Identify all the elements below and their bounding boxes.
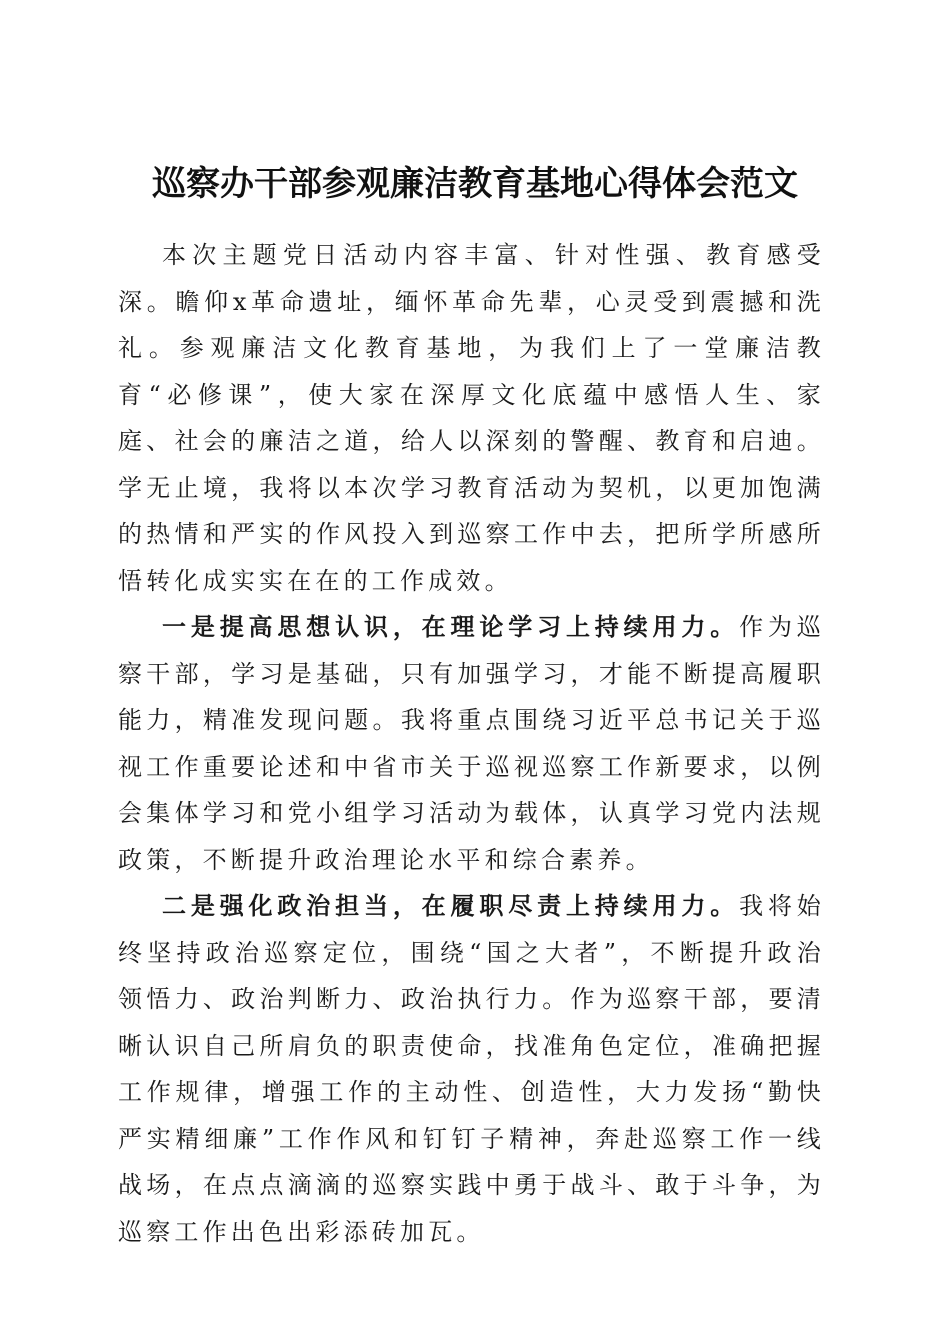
document-title: 巡察办干部参观廉洁教育基地心得体会范文 [152, 163, 798, 204]
paragraph-intro [118, 232, 825, 604]
paragraph-text: 作为巡察干部，学习是基础，只有加强学习，才能不断提高履职能力，精准发现问题。我将重点围绕习近平总书记关于巡视工作重要论述和中省市关于巡视巡察工作新要求，以例会集体学习和党小组学习活动为载体，认真学习党内法规政策，不断提升政治理论水平和综合素养。 [118, 613, 826, 874]
document-body [118, 232, 825, 1255]
paragraph-text: 我将始终坚持政治巡察定位，围绕“国之大者”，不断提升政治领悟力、政治判断力、政治执行力。作为巡察干部，要清晰认识自己所肩负的职责使命，找准角色定位，准确把握工作规律，增强工作的主动性、创造性，大力发扬“勤快严实精细廉”工作作风和钉钉子精神，奔赴巡察工作一线战场，在点点滴滴的巡察实践中勇于战斗、敢于斗争，为巡察工作出色出彩添砖加瓦。 [118, 892, 826, 1246]
paragraph-lead-heading: 二是强化政治担当，在履职尽责上持续用力。 [162, 891, 740, 920]
paragraph-lead-heading: 一是提高思想认识，在理论学习上持续用力。 [162, 612, 740, 641]
paragraph-text: 本次主题党日活动内容丰富、针对性强、教育感受深。瞻仰x革命遗址，缅怀革命先辈，心灵受到震撼和洗礼。参观廉洁文化教育基地，为我们上了一堂廉洁教育“必修课”，使大家在深厚文化底蕴中感悟人生、家庭、社会的廉洁之道，给人以深刻的警醒、教育和启迪。学无止境，我将以本次学习教育活动为契机，以更加饱满的热情和严实的作风投入到巡察工作中去，把所学所感所悟转化成实实在在的工作成效。 [118, 241, 825, 595]
paragraph-point-one [118, 604, 825, 883]
paragraph-point-two [118, 883, 825, 1255]
